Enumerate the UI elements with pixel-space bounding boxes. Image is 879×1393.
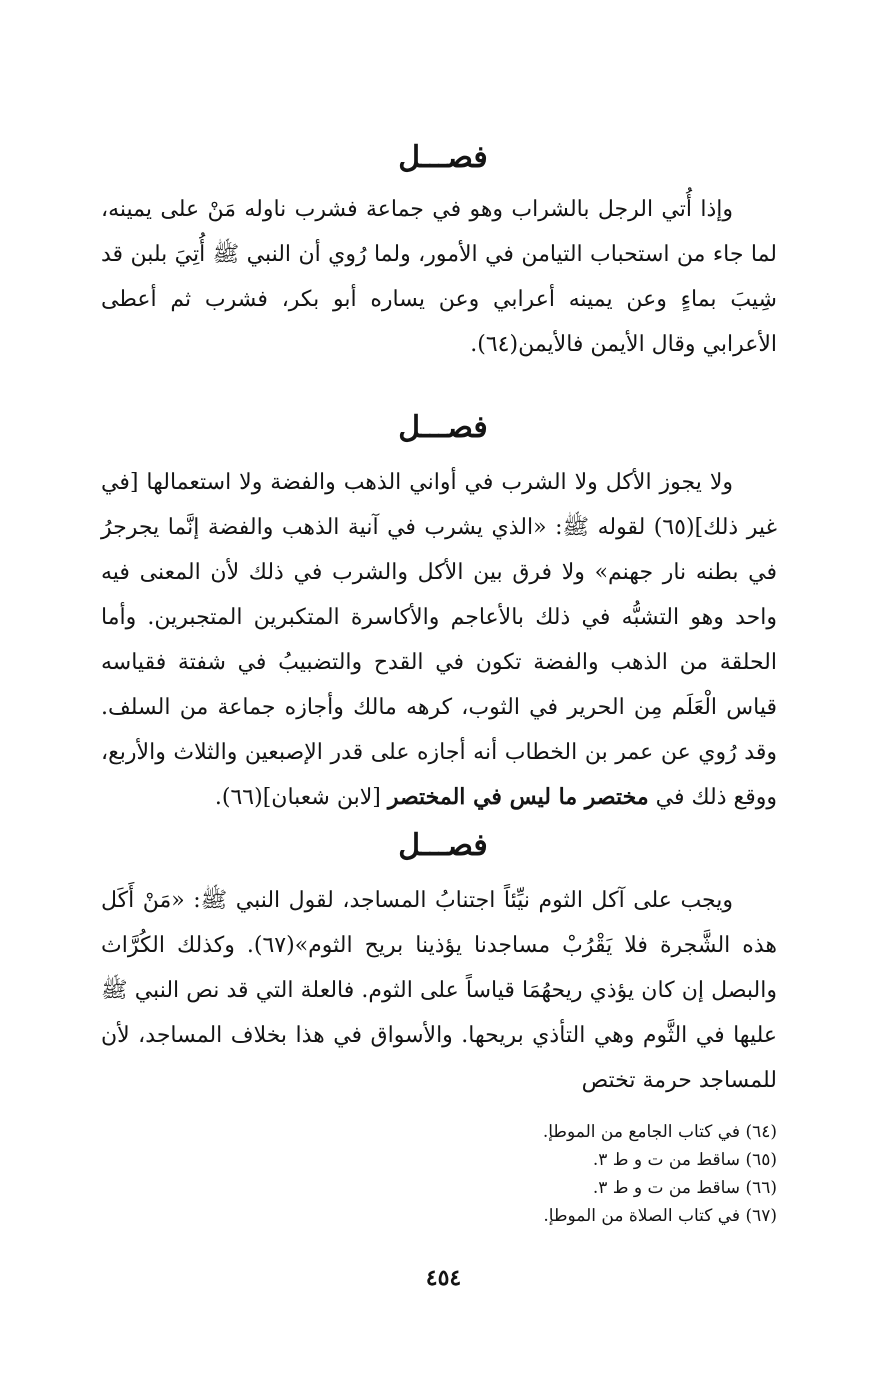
footnote: (٦٤) في كتاب الجامع من الموطإ. <box>542 1122 777 1142</box>
book-title-bold: مختصر ما ليس في المختصر <box>387 784 649 810</box>
section-paragraph <box>101 460 777 820</box>
section-1 <box>101 138 777 367</box>
paragraph-text: [لابن شعبان](٦٦). <box>214 785 388 810</box>
section-3 <box>101 826 777 1103</box>
footnote: (٦٦) ساقط من ت و ط ٣. <box>592 1178 777 1198</box>
footnotes <box>101 1118 777 1230</box>
section-paragraph: ويجب على آكل الثوم نيِّئاً اجتنابُ المساجد، لقول النبي ﷺ: «مَنْ أَكَل هذه الشَّجرة فلا يَقْرُبْ مساجدنا يؤذينا بريح الثوم»(٦٧). وكذلك الكُرَّاث والبصل إن كان يؤذي ريحهُمَا قياساً على الثوم. فالعلة التي قد نص النبي ﷺ عليها في الثَّوم وهي التأذي بريحها. والأسواق في هذا بخلاف المساجد، لأن للمساجد حرمة تختص <box>101 888 777 1093</box>
section-heading: فصـــل <box>398 828 488 863</box>
section-heading: فصـــل <box>398 140 488 175</box>
section-2 <box>101 408 777 820</box>
footnote: (٦٥) ساقط من ت و ط ٣. <box>592 1150 777 1170</box>
footnote: (٦٧) في كتاب الصلاة من الموطإ. <box>543 1206 777 1226</box>
page-number: ٤٥٤ <box>425 1265 462 1291</box>
section-paragraph: وإذا أُتي الرجل بالشراب وهو في جماعة فشرب ناوله مَنْ على يمينه، لما جاء من استحباب التيامن في الأمور، ولما رُوي أن النبي ﷺ أُتِيَ بلبن قد شِيبَ بماءٍ وعن يمينه أعرابي وعن يساره أبو بكر، فشرب ثم أعطى الأعرابي وقال الأيمن فالأيمن(٦٤). <box>101 197 777 357</box>
paragraph-text: ولا يجوز الأكل ولا الشرب في أواني الذهب والفضة ولا استعمالها [في غير ذلك](٦٥) لقوله ﷺ: «الذي يشرب في آنية الذهب والفضة إنَّما يجرجرُ في بطنه نار جهنم» ولا فرق بين الأكل والشرب في ذلك لأن المعنى فيه واحد وهو التشبُّه في ذلك بالأعاجم والأكاسرة المتكبرين المتجبرين. وأما الحلقة من الذهب والفضة تكون في القدح والتضبيبُ في شفتة فقياسه قياس الْعَلَم مِن الحرير في الثوب، كرهه مالك وأجازه جماعة من السلف. وقد رُوي عن عمر بن الخطاب أنه أجازه على قدر الإصبعين والثلاث والأربع، ووقع ذلك في <box>101 470 777 810</box>
section-heading: فصـــل <box>398 410 488 445</box>
